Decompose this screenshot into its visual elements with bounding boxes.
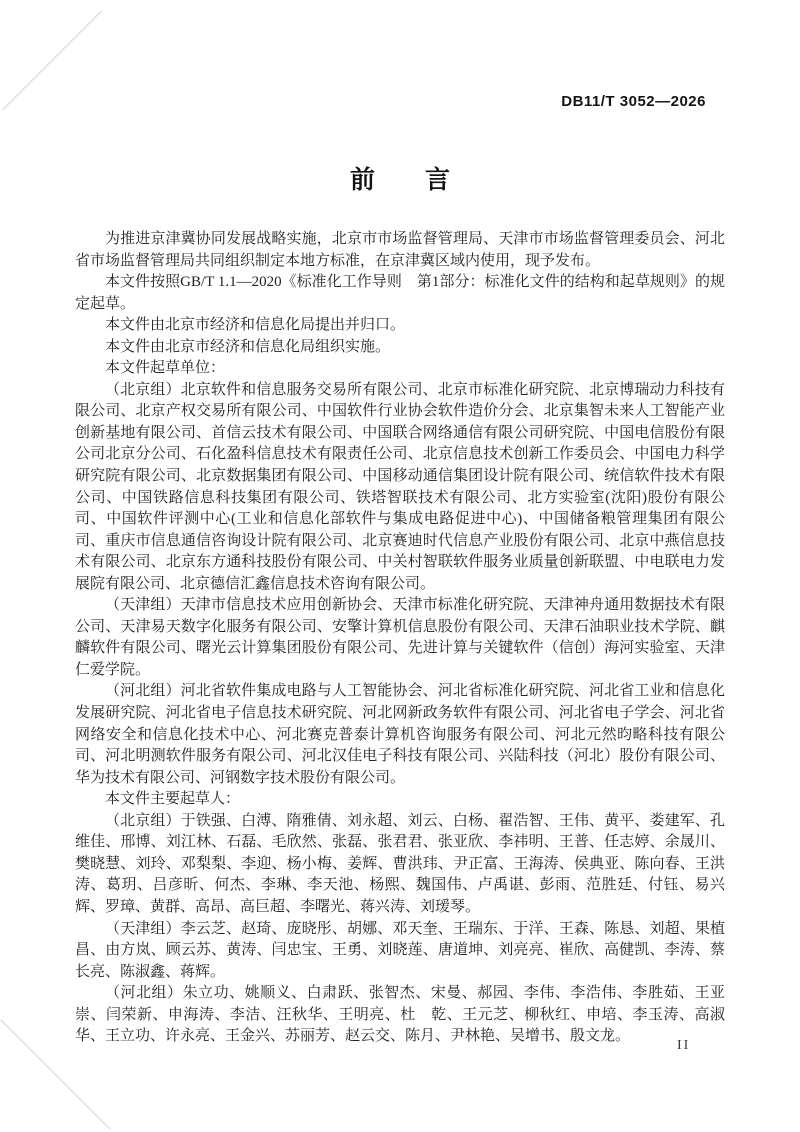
foreword-title: 前 言	[349, 166, 450, 194]
foreword-paragraph-units-beijing: （北京组）北京软件和信息服务交易所有限公司、北京市标准化研究院、北京博瑞动力科技有限公司、北京产权交易所有限公司、中国软件行业协会软件造价分会、北京集智未来人工智能产业创新基地有限公司、首信云技术有限公司、中国联合网络通信有限公司研究院、中国电信股份有限公司北京分公司、石化盈科信息技术有限责任公司、北京信息技术创新工作委员会、中国电力科学研究院有限公司、北京数据集团有限公司、中国移动通信集团设计院有限公司、统信软件技术有限公司、中国铁路信息科技集团有限公司、铁塔智联技术有限公司、北方实验室(沈阳)股份有限公司、中国软件评测中心(工业和信息化部软件与集成电路促进中心)、中国储备粮管理集团有限公司、重庆市信息通信咨询设计院有限公司、北京赛迪时代信息产业股份有限公司、北京中燕信息技术有限公司、北京东方通科技股份有限公司、中关村智联软件服务业质量创新联盟、中电联电力发展院有限公司、北京德信汇鑫信息技术咨询有限公司。	[75, 381, 725, 592]
foreword-paragraph-drafters-beijing: （北京组）于铁强、白溥、隋雅倩、刘永超、刘云、白杨、翟浩智、王伟、黄平、娄建军、孔维佳、邢博、刘江林、石磊、毛欣然、张磊、张君君、张亚欣、李祎明、王普、任志婷、余晟川、樊晓慧、刘玲、邓梨梨、李迎、杨小梅、姜辉、曹洪玮、尹正富、王海涛、侯典亚、陈向春、王洪涛、葛玥、吕彦昕、何杰、李琳、李天池、杨熙、魏国伟、卢禹谌、彭雨、范胜廷、付钰、易兴辉、罗璋、黄群、高昂、高巨超、李曙光、蒋兴涛、刘瑷琴。	[75, 812, 725, 915]
scan-fold-line-top-left	[2, 11, 102, 111]
standard-document-code: DB11/T 3052—2026	[561, 93, 706, 110]
foreword-paragraph-implemented-by: 本文件由北京市经济和信息化局组织实施。	[105, 338, 391, 355]
foreword-paragraph-drafting-rules: 本文件按照GB/T 1.1—2020《标准化工作导则 第1部分：标准化文件的结构和起草规则》的规定起草。	[75, 274, 725, 312]
foreword-paragraph-drafters-label: 本文件主要起草人：	[105, 791, 241, 808]
foreword-paragraph-drafters-tianjin: （天津组）李云芝、赵琦、庞晓彤、胡娜、邓天奎、王瑞东、于洋、王森、陈恳、刘超、果植昌、由方岚、顾云苏、黄涛、闫忠宝、王勇、刘晓莲、唐道坤、刘亮亮、崔欣、高健凯、李涛、蔡长亮、陈淑鑫、蒋辉。	[75, 920, 725, 980]
foreword-paragraph-proposed-by: 本文件由北京市经济和信息化局提出并归口。	[105, 317, 406, 334]
foreword-paragraph-drafting-units-label: 本文件起草单位：	[105, 360, 226, 377]
foreword-paragraph-drafters-hebei: （河北组）朱立功、姚顺义、白肃跃、张智杰、宋曼、郝园、李伟、李浩伟、李胜茹、王亚崇、闫荣新、申海涛、李洁、汪秋华、王明亮、杜 乾、王元芝、柳秋红、申培、李玉涛、高淑华、王立功、许永亮、王金兴、苏丽芳、赵云交、陈月、尹林艳、吴增书、殷文龙。	[75, 985, 725, 1045]
foreword-paragraph-units-tianjin: （天津组）天津市信息技术应用创新协会、天津市标准化研究院、天津神舟通用数据技术有限公司、天津易天数字化服务有限公司、安擎计算机信息股份有限公司、天津石油职业技术学院、麒麟软件有限公司、曙光云计算集团股份有限公司、先进计算与关键软件（信创）海河实验室、天津仁爱学院。	[75, 597, 725, 678]
foreword-paragraph-intro: 为推进京津冀协同发展战略实施，北京市市场监督管理局、天津市市场监督管理委员会、河北省市场监督管理局共同组织制定本地方标准，在京津冀区域内使用，现予发布。	[75, 231, 725, 269]
foreword-paragraph-units-hebei: （河北组）河北省软件集成电路与人工智能协会、河北省标准化研究院、河北省工业和信息化发展研究院、河北省电子信息技术研究院、河北网新政务软件有限公司、河北省电子学会、河北省网络安全和信息化技术中心、河北赛克普泰计算机咨询服务有限公司、河北元然昀略科技有限公司、河北明测软件服务有限公司、河北汉佳电子科技有限公司、兴陆科技（河北）股份有限公司、华为技术有限公司、河钢数字技术股份有限公司。	[75, 683, 725, 786]
page-number: II	[677, 1038, 691, 1053]
foreword-body	[75, 229, 725, 1048]
